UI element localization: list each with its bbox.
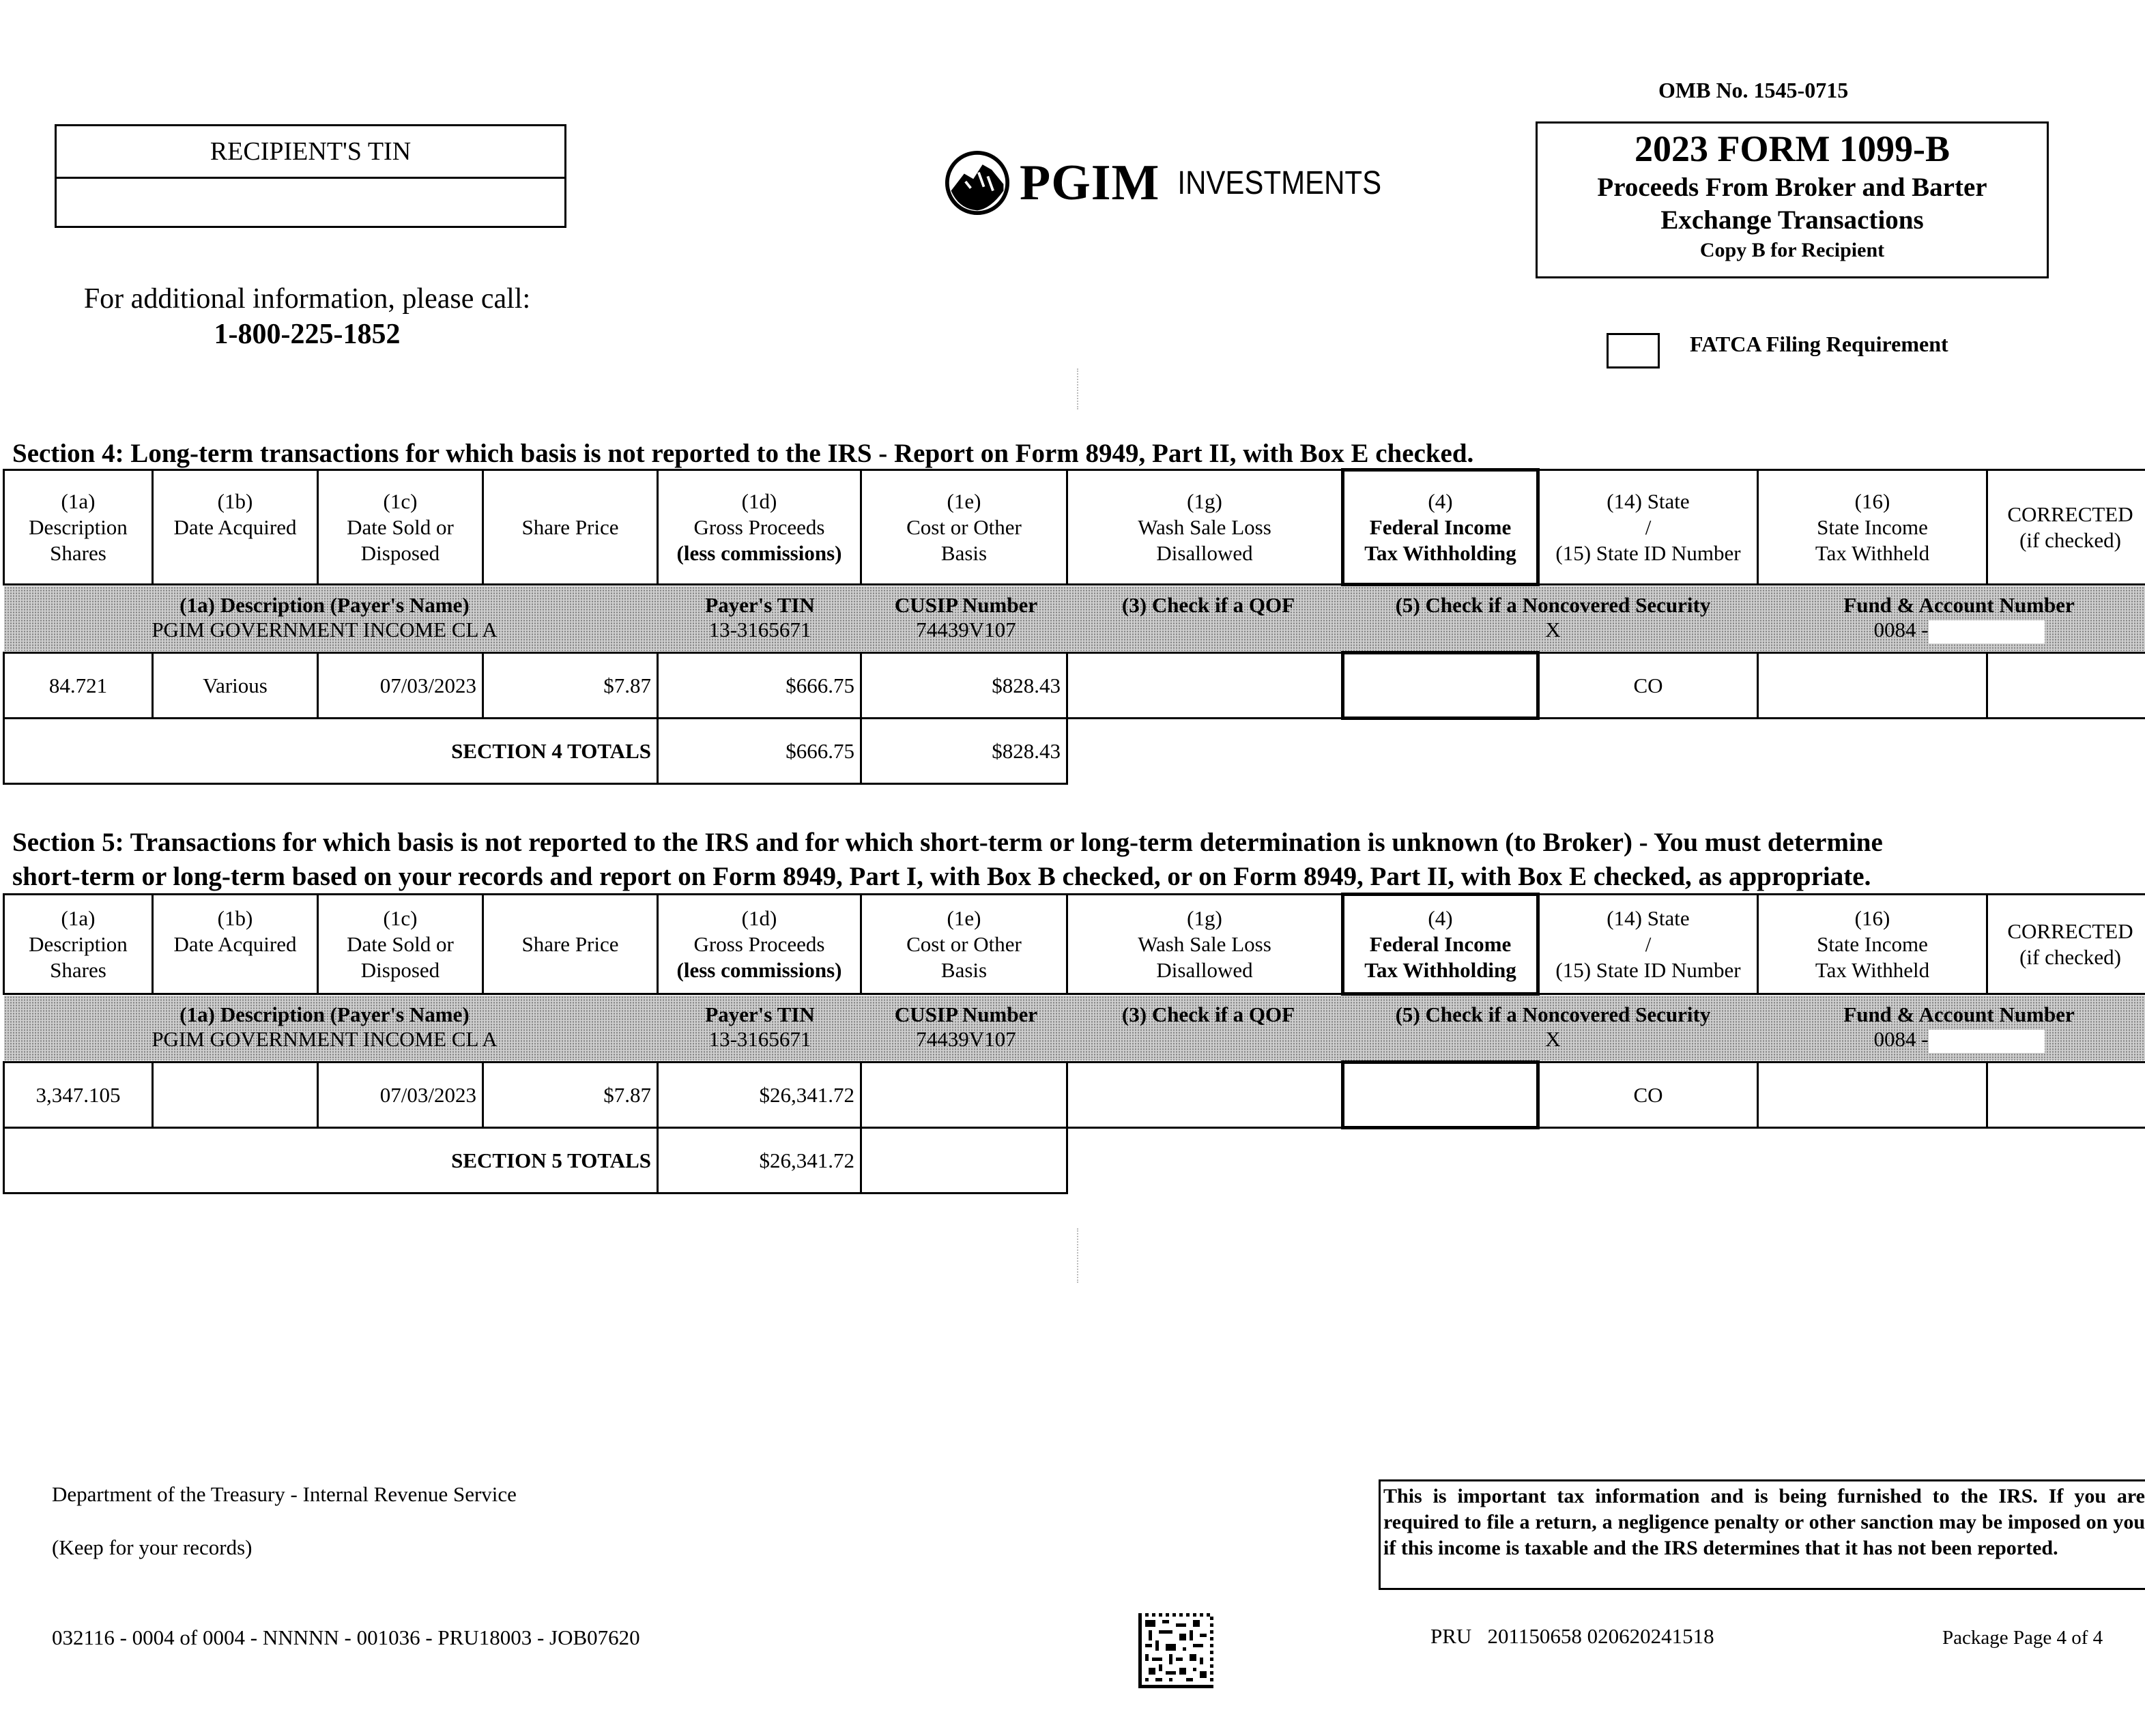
section5-header-row [4, 895, 2145, 994]
fatca-label: FATCA Filing Requirement [1690, 332, 1948, 356]
pru-code: PRU 201150658 020620241518 [1430, 1624, 1714, 1648]
dept-treasury: Department of the Treasury - Internal Revenue Service [52, 1482, 517, 1506]
col-date-sold: (1c) Date Sold or Disposed [318, 470, 483, 585]
col-date-acquired: (1b) Date Acquired [153, 470, 318, 585]
form-title: 2023 FORM 1099-B [1635, 128, 1950, 169]
section4-totals-label: SECTION 4 TOTALS [4, 719, 658, 784]
cell-corrected [1987, 1062, 2145, 1128]
cell-wash-sale [1067, 1062, 1343, 1128]
col-fed-withholding: (4) Federal Income Tax Withholding [1343, 470, 1538, 585]
qof-check: (3) Check if a QOF [1121, 593, 1295, 617]
qof-check: (3) Check if a QOF [1121, 1002, 1295, 1026]
col-description-shares: (1a) Description Shares [4, 895, 153, 994]
section5-totals-row [4, 1128, 2145, 1194]
form-subtitle-2: Exchange Transactions [1660, 205, 1924, 235]
noncovered-check: (5) Check if a Noncovered Security X [1395, 593, 1711, 641]
section4-table [3, 468, 2145, 785]
page-number: Package Page 4 of 4 [1942, 1627, 2103, 1649]
keep-records: (Keep for your records) [52, 1535, 253, 1559]
cusip-number: CUSIP Number 74439V107 [894, 1002, 1038, 1051]
brand-name: PGIM [1020, 154, 1160, 211]
section5-payer-row [4, 994, 2145, 1062]
fatca-checkbox[interactable] [1607, 333, 1660, 368]
cell-share-price: $7.87 [483, 653, 658, 719]
cell-corrected [1987, 653, 2145, 719]
fund-account: Fund & Account Number 0084 - [1765, 593, 2145, 643]
col-corrected: CORRECTED (if checked) [1987, 895, 2145, 994]
col-cost-basis: (1e) Cost or Other Basis [861, 895, 1067, 994]
col-description-shares: (1a) Description Shares [4, 470, 153, 585]
col-fed-withholding: (4) Federal Income Tax Withholding [1343, 895, 1538, 994]
cell-wash-sale [1067, 653, 1343, 719]
cell-date-acquired [153, 1062, 318, 1128]
cell-state-withheld [1758, 1062, 1987, 1128]
col-state-withheld: (16) State Income Tax Withheld [1758, 895, 1987, 994]
recipient-tin-box [55, 124, 566, 228]
section4-title: Section 4: Long-term transactions for which basis is not reported to the IRS - Report on Form 8949, Part II, with Box E checked. [12, 439, 1474, 468]
form-subtitle-1: Proceeds From Broker and Barter [1597, 173, 1987, 202]
fold-mark [1077, 368, 1080, 409]
section4-total-basis: $828.43 [861, 719, 1067, 784]
cell-cost-basis: $828.43 [861, 653, 1067, 719]
section4-payer-row [4, 585, 2145, 653]
col-wash-sale: (1g) Wash Sale Loss Disallowed [1067, 470, 1343, 585]
cell-state: CO [1538, 653, 1758, 719]
col-wash-sale: (1g) Wash Sale Loss Disallowed [1067, 895, 1343, 994]
fund-account: Fund & Account Number 0084 - [1765, 1002, 2145, 1053]
cell-gross-proceeds: $666.75 [658, 653, 861, 719]
col-gross-proceeds: (1d) Gross Proceeds (less commissions) [658, 470, 861, 585]
payer-name: (1a) Description (Payer's Name) PGIM GOVERNMENT INCOME CL A [152, 593, 498, 641]
pgim-logo [945, 149, 1381, 217]
cell-fed-withholding [1343, 653, 1538, 719]
job-code: 032116 - 0004 of 0004 - NNNNN - 001036 - PRU18003 - JOB07620 [52, 1625, 640, 1649]
prudential-rock-icon [945, 150, 1010, 216]
section4-header-row [4, 470, 2145, 585]
cell-shares: 3,347.105 [4, 1062, 153, 1128]
section4-totals-row [4, 719, 2145, 784]
section5-total-proceeds: $26,341.72 [658, 1128, 861, 1194]
cell-share-price: $7.87 [483, 1062, 658, 1128]
phone-number: 1-800-225-1852 [214, 319, 401, 350]
irs-warning-box: This is important tax information and is being furnished to the IRS. If you are required to file a return, a negligence penalty or other sanction may be imposed on you if this income is taxable and the IRS determines that it has not been reported. [1379, 1479, 2145, 1590]
payer-name: (1a) Description (Payer's Name) PGIM GOVERNMENT INCOME CL A [152, 1002, 498, 1051]
cell-shares: 84.721 [4, 653, 153, 719]
col-state: (14) State / (15) State ID Number [1538, 470, 1758, 585]
payer-tin: Payer's TIN 13-3165671 [705, 593, 815, 641]
fold-mark [1077, 1228, 1080, 1283]
section5-title-line2: short-term or long-term based on your records and report on Form 8949, Part I, with Box B checked, or on Form 8949, Part II, with Box E checked, as appropriate. [12, 862, 1871, 891]
cell-gross-proceeds: $26,341.72 [658, 1062, 861, 1128]
payer-tin: Payer's TIN 13-3165671 [705, 1002, 815, 1051]
brand-sub: INVESTMENTS [1177, 164, 1382, 201]
col-share-price: Share Price [483, 895, 658, 994]
cell-state-withheld [1758, 653, 1987, 719]
info-line: For additional information, please call: [83, 283, 531, 315]
col-share-price: Share Price [483, 470, 658, 585]
noncovered-check: (5) Check if a Noncovered Security X [1395, 1002, 1711, 1051]
col-date-sold: (1c) Date Sold or Disposed [318, 895, 483, 994]
omb-number: OMB No. 1545-0715 [1658, 78, 1849, 102]
form-copy: Copy B for Recipient [1699, 239, 1885, 261]
section5-table [3, 893, 2145, 1194]
section5-title-line1: Section 5: Transactions for which basis is not reported to the IRS and for which short-term or long-term determination is unknown (to Broker) - You must determine [12, 828, 1883, 857]
cell-date-acquired: Various [153, 653, 318, 719]
col-date-acquired: (1b) Date Acquired [153, 895, 318, 994]
cell-date-sold: 07/03/2023 [318, 1062, 483, 1128]
cusip-number: CUSIP Number 74439V107 [894, 593, 1038, 641]
section5-data-row [4, 1062, 2145, 1128]
cell-cost-basis [861, 1062, 1067, 1128]
form-title-box [1536, 121, 2049, 278]
datamatrix-barcode-icon [1138, 1613, 1213, 1688]
col-state: (14) State / (15) State ID Number [1538, 895, 1758, 994]
col-state-withheld: (16) State Income Tax Withheld [1758, 470, 1987, 585]
cell-date-sold: 07/03/2023 [318, 653, 483, 719]
section4-data-row [4, 653, 2145, 719]
section5-totals-label: SECTION 5 TOTALS [4, 1128, 658, 1194]
col-gross-proceeds: (1d) Gross Proceeds (less commissions) [658, 895, 861, 994]
additional-info [82, 281, 532, 352]
recipient-tin-label: RECIPIENT'S TIN [57, 126, 564, 179]
section5-total-basis [861, 1128, 1067, 1194]
section4-total-proceeds: $666.75 [658, 719, 861, 784]
col-cost-basis: (1e) Cost or Other Basis [861, 470, 1067, 585]
col-corrected: CORRECTED (if checked) [1987, 470, 2145, 585]
cell-fed-withholding [1343, 1062, 1538, 1128]
cell-state: CO [1538, 1062, 1758, 1128]
